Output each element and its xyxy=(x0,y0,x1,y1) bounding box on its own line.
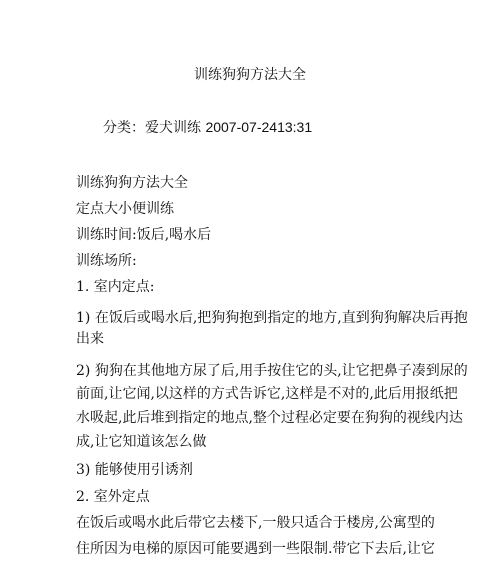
body-line-11: 成,让它知道该怎么做 xyxy=(76,434,207,450)
body-line-4: 训练场所: xyxy=(76,253,137,269)
body-line-6: 1) 在饭后或喝水后,把狗狗抱到指定的地方,直到狗狗解决后再抱 xyxy=(76,310,468,326)
body-line-7: 出来 xyxy=(76,331,104,347)
body-line-14: 在饭后或喝水此后带它去楼下,一般只适合于楼房,公寓型的 xyxy=(76,515,435,531)
body-line-5: 1. 室内定点: xyxy=(76,279,155,295)
body-line-10: 水吸起,此后堆到指定的地点,整个过程必定要在狗狗的视线内达 xyxy=(76,410,463,426)
body-line-12: 3) 能够使用引诱剂 xyxy=(76,462,193,478)
category-date-line xyxy=(103,118,312,137)
body-line-13: 2. 室外定点 xyxy=(76,489,150,505)
body-line-15: 住所因为电梯的原因可能要遇到一些限制.带它下去后,让它 xyxy=(76,541,435,557)
post-date: 2007-07-2413:31 xyxy=(205,119,313,135)
body-line-2: 定点大小便训练 xyxy=(76,201,174,217)
document-title: 训练狗狗方法大全 xyxy=(194,67,306,83)
body-line-1: 训练狗狗方法大全 xyxy=(76,175,188,191)
body-line-3: 训练时间:饭后,喝水后 xyxy=(76,227,212,243)
body-line-9: 前面,让它闻,以这样的方式告诉它,这样是不对的,此后用报纸把 xyxy=(76,386,458,402)
category-label: 分类：爱犬训练 xyxy=(103,120,206,136)
body-line-8: 2) 狗狗在其他地方尿了后,用手按住它的头,让它把鼻子凑到尿的 xyxy=(76,363,468,379)
